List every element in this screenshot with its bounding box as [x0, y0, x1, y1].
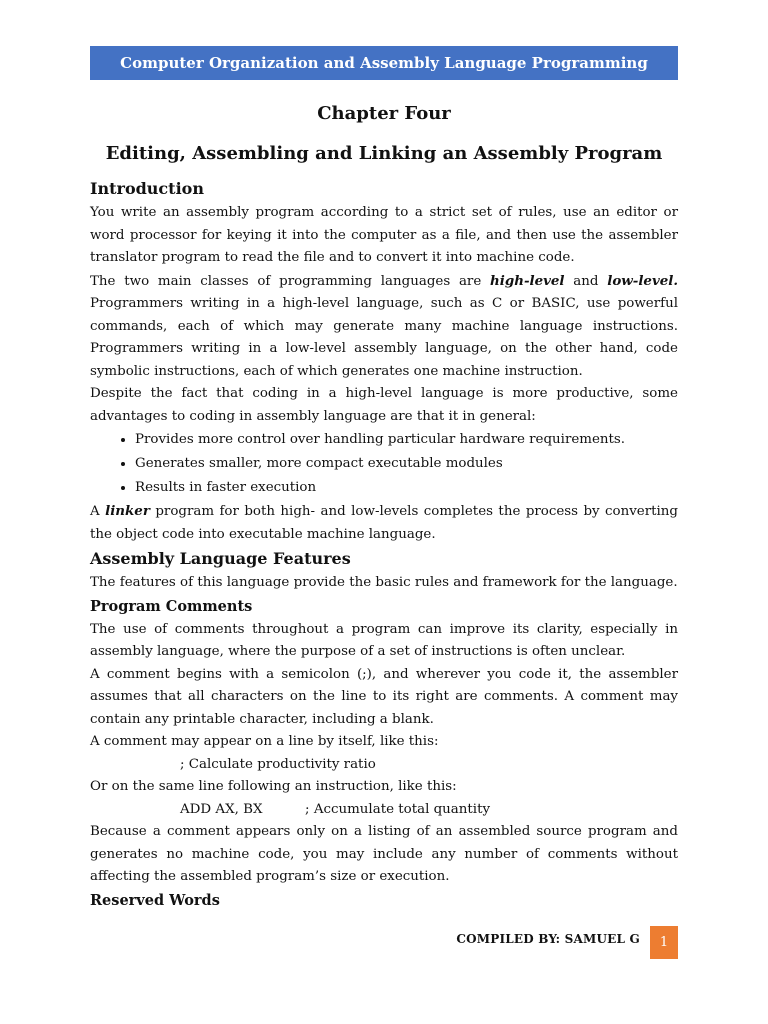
reserved-words-heading: Reserved Words: [90, 891, 220, 909]
list-item: • Provides more control over handling particular hardware requirements.: [135, 428, 678, 452]
advantages-list: [90, 428, 678, 500]
linker-term: linker: [105, 503, 150, 519]
low-level-term: low-level.: [607, 272, 678, 289]
comments-heading: Program Comments: [90, 597, 253, 615]
intro-paragraph-1: You write an assembly program according to a strict set of rules, use an editor or word processor for keying it into the computer as a file, and then use the assembler translator program to read the file and to convert it into machine code.: [90, 205, 678, 265]
comments-paragraph-2: A comment begins with a semicolon (;), and wherever you code it, the assembler assumes that all characters on the line to its right are comments. A comment may contain any printable character, including a blank.: [90, 666, 678, 727]
comments-paragraph-3: A comment may appear on a line by itself, like this:: [90, 734, 439, 749]
intro-p2-text-b: and: [564, 273, 608, 289]
intro-p2-text-a: The two main classes of programming languages are: [90, 273, 491, 289]
list-item: • Generates smaller, more compact executable modules: [135, 452, 678, 476]
comment-example-2: ADD AX, BX ; Accumulate total quantity: [180, 801, 491, 817]
high-level-term: high-level: [490, 272, 565, 289]
comments-paragraph-4: Or on the same line following an instruction, like this:: [90, 779, 457, 794]
comment-example-1: ; Calculate productivity ratio: [180, 756, 376, 772]
intro-p4-text-b: program for both high- and low-levels completes the process by converting the object code into executable machine language.: [90, 504, 678, 542]
intro-p4-text-a: A: [90, 504, 106, 519]
header-title: Computer Organization and Assembly Language Programming: [120, 54, 648, 72]
page-number-badge: [650, 926, 678, 959]
intro-paragraph-2: [90, 270, 678, 384]
features-heading: Assembly Language Features: [90, 549, 351, 568]
intro-paragraph-3: Despite the fact that coding in a high-level language is more productive, some advantages to coding in assembly language are that it in general:: [90, 386, 678, 424]
chapter-number: Chapter Four: [317, 103, 451, 124]
introduction-heading: Introduction: [90, 179, 204, 198]
page-content: [90, 100, 678, 913]
header-bar: [90, 46, 678, 80]
features-paragraph: The features of this language provide the basic rules and framework for the language.: [90, 575, 678, 590]
page-number: 1: [659, 935, 669, 950]
comments-paragraph-5: Because a comment appears only on a listing of an assembled source program and generates no machine code, you may include any number of comments without affecting the assembled program’s size or execution.: [90, 824, 678, 884]
list-item: • Results in faster execution: [135, 476, 678, 500]
chapter-title: Editing, Assembling and Linking an Assembly Program: [105, 143, 663, 164]
footer-compiled-by: COMPILED BY: SAMUEL G: [456, 932, 640, 946]
comments-paragraph-1: The use of comments throughout a program can improve its clarity, especially in assembly language, where the purpose of a set of instructions is often unclear.: [90, 621, 678, 659]
intro-paragraph-4: [90, 500, 678, 546]
intro-p2-text-c: Programmers writing in a high-level language, such as C or BASIC, use powerful commands, each of which may generate many machine language instructions. Programmers writing in a low-level assembly language, on the other hand, code symbolic instructions, each of which generates one machine instruction.: [90, 296, 678, 379]
